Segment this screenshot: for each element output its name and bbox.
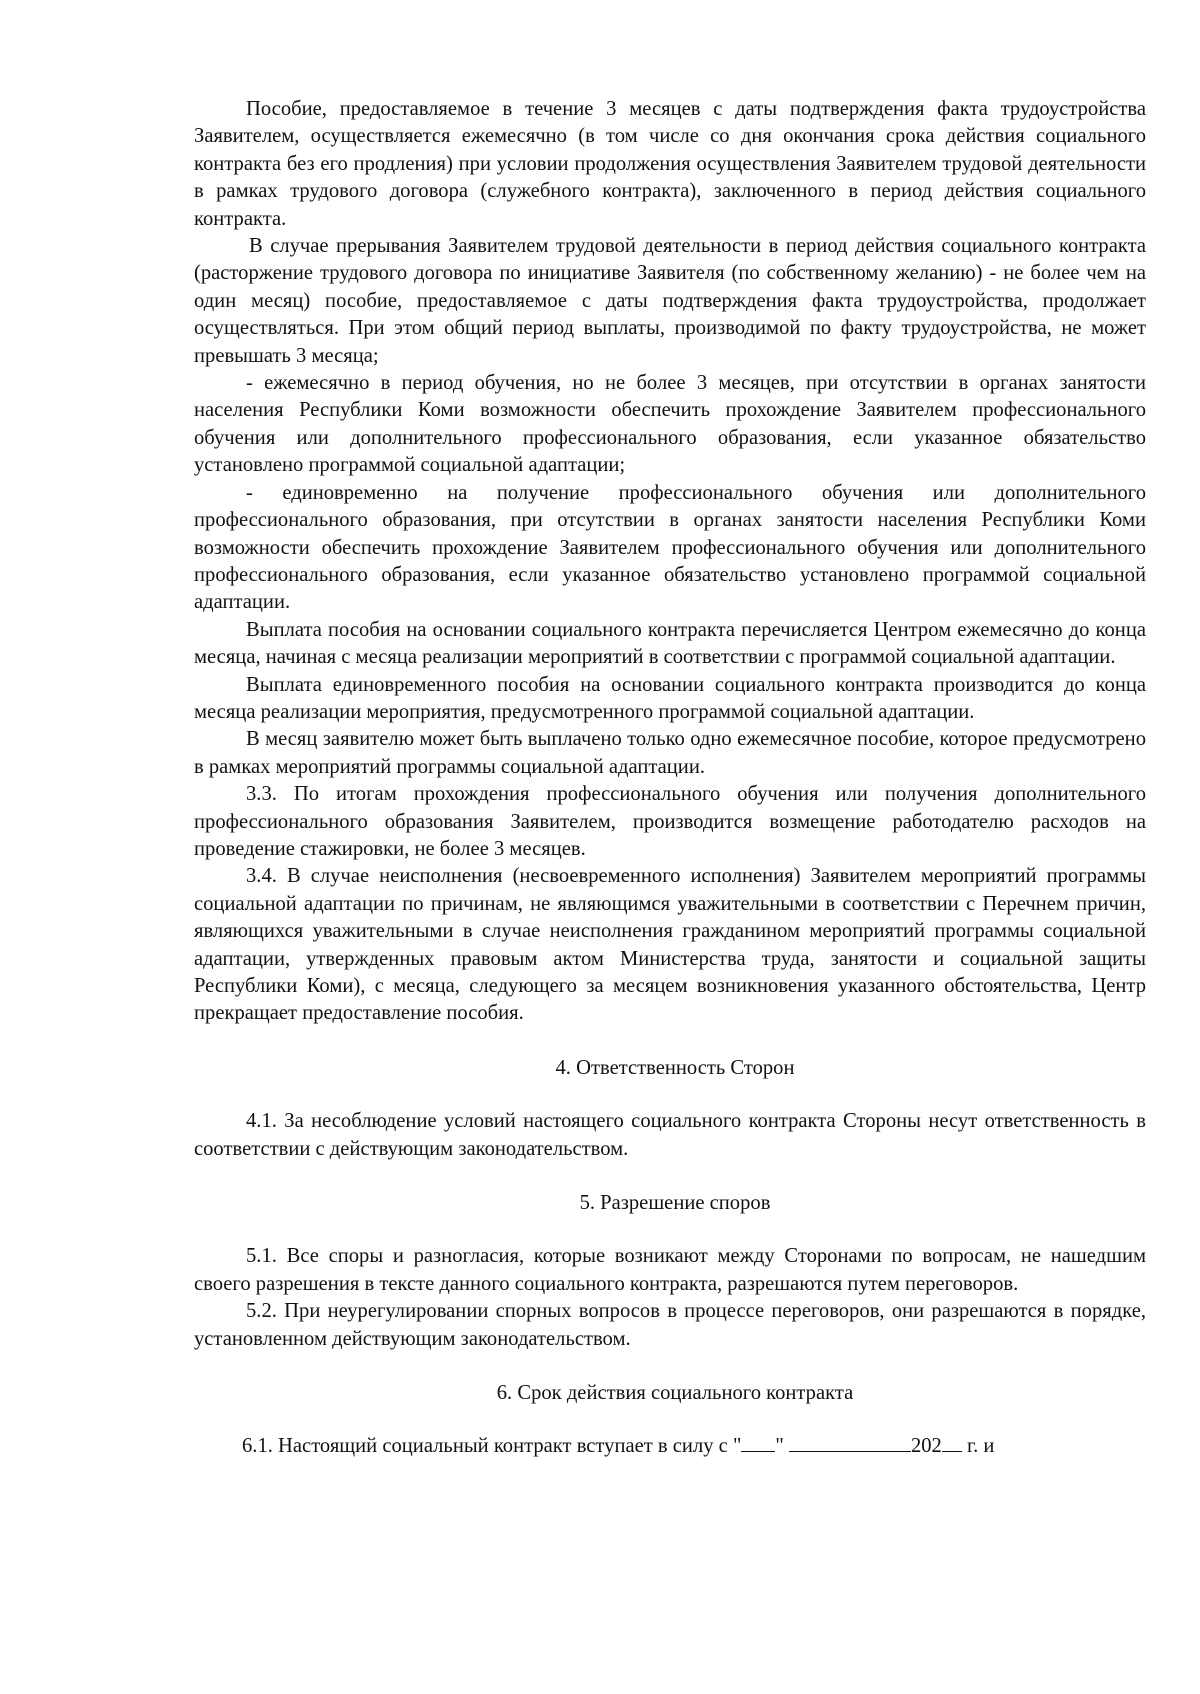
paragraph-one-benefit-per-month: В месяц заявителю может быть выплачено только одно ежемесячное пособие, которое предусмотрено в рамках мероприятий программы социальной адаптации. — [194, 728, 1146, 778]
month-blank — [789, 1433, 911, 1452]
section-4-heading: 4. Ответственность Сторон — [555, 1056, 795, 1079]
paragraph-6-1-start: 6.1. Настоящий социальный контракт вступает в силу с " — [242, 1435, 742, 1458]
year-blank — [942, 1433, 962, 1452]
paragraph-monthly-training: - ежемесячно в период обучения, но не более 3 месяцев, при отсутствии в органах занятости населения Республики Коми возможности обеспечить прохождение Заявителем профессионального обучения или дополнительного профессионального образования, если указанное обязательство установлено программой социальной адаптации; — [194, 372, 1146, 477]
paragraph-payment-transfer: Выплата пособия на основании социального контракта перечисляется Центром ежемесячно до конца месяца, начиная с месяца реализации мероприятий в соответствии с программой социальной адаптации. — [194, 618, 1146, 669]
paragraph-3-4: 3.4. В случае неисполнения (несвоевременного исполнения) Заявителем мероприятий программы социальной адаптации по причинам, не являющимся уважительными в соответствии с Перечнем причин, являющихся уважительными в случае неисполнения гражданином мероприятий программы социальной адаптации, утвержденных правовым актом Министерства труда, занятости и социальной защиты Республики Коми), с месяца, следующего за месяцем возникновения указанного обстоятельства, Центр прекращает предоставление пособия. — [194, 865, 1146, 1025]
paragraph-5-1: 5.1. Все споры и разногласия, которые возникают между Сторонами по вопросам, не нашедшим своего разрешения в тексте данного социального контракта, разрешаются путем переговоров. — [194, 1245, 1146, 1295]
paragraph-interruption: В случае прерывания Заявителем трудовой деятельности в период действия социального контракта (расторжение трудового договора по инициативе Заявителя (по собственному желанию) - не более чем на один месяц) пособие, предоставляемое с даты подтверждения факта трудоустройства, продолжает осуществляться. При этом общий период выплаты, производимой по факту трудоустройства, не может превышать 3 месяца; — [194, 235, 1146, 367]
paragraph-3-3: 3.3. По итогам прохождения профессионального обучения или получения дополнительного профессионального образования Заявителем, производится возмещение работодателю расходов на проведение стажировки, не более 3 месяцев. — [194, 783, 1146, 860]
paragraph-lump-sum-training: - единовременно на получение профессионального обучения или дополнительного профессионального образования, при отсутствии в органах занятости населения Республики Коми возможности обеспечить прохождение Заявителем профессионального обучения или дополнительного профессионального образования, если указанное обязательство установлено программой социальной адаптации. — [194, 481, 1146, 614]
section-6-heading: 6. Срок действия социального контракта — [496, 1382, 854, 1405]
paragraph-benefit-3-months: Пособие, предоставляемое в течение 3 месяцев с даты подтверждения факта трудоустройства Заявителем, осуществляется ежемесячно (в том числе со дня окончания срока действия социального контракта без его продления) при условии продолжения осуществления Заявителем трудовой деятельности в рамках трудового договора (служебного контракта), заключенного в период действия социального контракта. — [194, 98, 1146, 230]
paragraph-6-1 — [194, 1433, 1146, 1460]
paragraph-6-1-end: г. и — [961, 1435, 995, 1458]
year-prefix: 202 — [910, 1435, 942, 1458]
section-5-heading: 5. Разрешение споров — [579, 1192, 771, 1215]
paragraph-lump-sum-payment: Выплата единовременного пособия на основании социального контракта производится до конца месяца реализации мероприятия, предусмотренного программой социальной адаптации. — [194, 673, 1146, 723]
paragraph-4-1: 4.1. За несоблюдение условий настоящего социального контракта Стороны несут ответственность в соответствии с действующим законодательством. — [194, 1110, 1146, 1160]
quote-close: " — [775, 1435, 784, 1458]
paragraph-5-2: 5.2. При неурегулировании спорных вопросов в процессе переговоров, они разрешаются в порядке, установленном действующим законодательством. — [194, 1300, 1146, 1350]
day-blank — [741, 1433, 775, 1452]
